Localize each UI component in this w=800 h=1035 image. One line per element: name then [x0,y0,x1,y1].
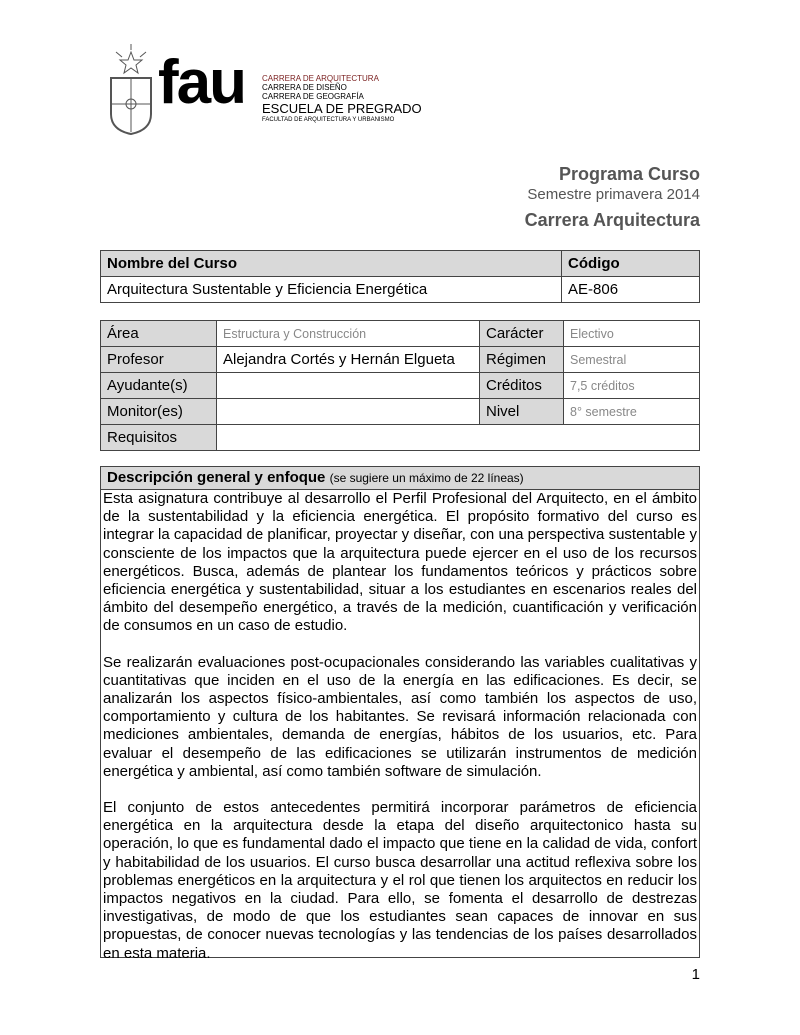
requisitos-label: Requisitos [101,425,217,451]
fau-logo [108,44,422,134]
program-title: Programa Curso [558,164,700,184]
caracter-label: Carácter [480,321,564,347]
area-label: Área [101,321,217,347]
logo-line: CARRERA DE ARQUITECTURA [262,74,379,83]
logo-line: CARRERA DE GEOGRAFÍA [262,92,364,101]
career: Carrera Arquitectura [524,210,700,230]
requisitos-value [217,425,700,451]
profesor-value: Alejandra Cortés y Hernán Elgueta [217,347,480,373]
info-table [100,320,700,451]
description-hint: (se sugiere un máximo de 22 líneas) [329,471,524,485]
logo-faculty: FACULTAD DE ARQUITECTURA Y URBANISMO [262,117,395,123]
course-name-label: Nombre del Curso [101,251,562,277]
profesor-label: Profesor [101,347,217,373]
creditos-label: Créditos [480,373,564,399]
area-value: Estructura y Construcción [217,321,480,347]
code-label: Código [562,251,700,277]
semester: Semestre primavera 2014 [527,186,700,203]
paragraph: Esta asignatura contribuye al desarrollo el Perfil Profesional del Arquitecto, en el ámbito de la sustentabilidad y la eficiencia energética. El propósito formativo del curso es integrar la capacidad de planificar, proyectar y diseñar, con una perspectiva sustentable y consciente de los impactos que la arquitectura puede ejercer en el uso de los recursos energéticos. Busca, además de plantear los fundamentos teóricos y prácticos sobre eficiencia energética y sustentabilidad, situar a los estudiantes en escenarios reales del ámbito del desempeño energético, a través de la medición, cuantificación y verificación de consumos en un caso de estudio. [103,490,697,635]
course-code: AE-806 [562,277,700,303]
logo-school: ESCUELA DE PREGRADO [262,101,422,116]
description-body [101,490,699,963]
regimen-value: Semestral [564,347,700,373]
nivel-label: Nivel [480,399,564,425]
course-table [100,250,700,303]
regimen-label: Régimen [480,347,564,373]
description-title: Descripción general y enfoque [107,469,326,486]
page-number: 1 [691,966,700,983]
logo-line: CARRERA DE DISEÑO [262,83,347,92]
caracter-value: Electivo [564,321,700,347]
ayudante-value [217,373,480,399]
nivel-value: 8° semestre [564,399,700,425]
course-name: Arquitectura Sustentable y Eficiencia Energética [101,277,562,303]
ayudante-label: Ayudante(s) [101,373,217,399]
monitor-value [217,399,480,425]
monitor-label: Monitor(es) [101,399,217,425]
creditos-value: 7,5 créditos [564,373,700,399]
description-header [101,467,699,490]
description-section [100,466,700,962]
paragraph: El conjunto de estos antecedentes permitirá incorporar parámetros de eficiencia energética en la arquitectura desde la etapa del diseño arquitectonico hasta su operación, lo que es fundamental dado el impacto que tiene en la calidad de vida, confort y habitabilidad de los usuarios. El curso busca desarrollar una actitud reflexiva sobre los problemas energéticos en la arquitectura y el rol que tienen los arquitectos en reducir los impactos negativos en la ciudad. Para ello, se fomenta el desarrollo de destrezas investigativas, de modo de que los estudiantes sean capaces de innovar en sus propuestas, de conocer nuevas tecnologías y las tendencias de los países desarrollados en esta materia. [103,799,697,962]
fau-wordmark: fau [158,48,245,117]
university-crest-icon [108,44,154,136]
paragraph: Se realizarán evaluaciones post-ocupacionales considerando las variables cualitativas y cuantitativas que inciden en el uso de la energía en las edificaciones. Es decir, se analizarán los aspectos físico-ambientales, así como también los aspectos de uso, comportamiento y cultura de los habitantes. Se revisará información relacionada con mediciones ambientales, demanda de energías, hábitos de los usuarios, etc. Para evaluar el desempeño de las edificaciones se utilizarán instrumentos de medición energética y ambiental, así como también software de simulación. [103,653,697,780]
